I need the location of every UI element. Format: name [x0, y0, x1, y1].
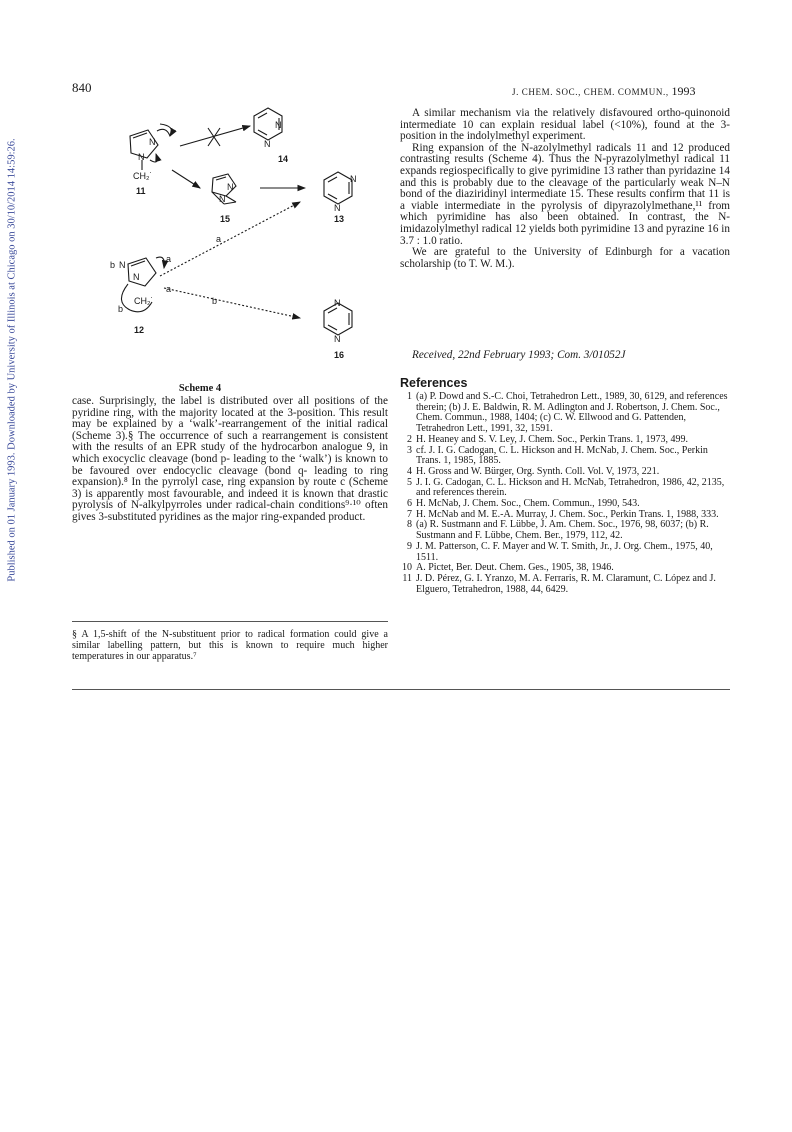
bond-a-label: a	[166, 254, 172, 264]
download-watermark	[4, 40, 20, 680]
compound-11-label: 11	[136, 186, 146, 196]
atom-label: N	[275, 120, 282, 130]
reference-text: J. M. Patterson, C. F. Mayer and W. T. Smith, Jr., J. Org. Chem., 1975, 40, 1511.	[416, 540, 713, 563]
page-bottom-divider	[72, 689, 730, 690]
reference-item	[400, 574, 730, 595]
reference-number: 4	[407, 465, 412, 477]
page-number: 840	[72, 80, 92, 95]
atom-label: N	[119, 260, 126, 270]
ch2-radical-label: CH₂˙	[133, 171, 153, 181]
reference-text: cf. J. I. G. Cadogan, C. L. Hickson and H. McNab, J. Chem. Soc., Perkin Trans. 1, 1985, 1885.	[416, 444, 708, 467]
scheme-4-diagram	[100, 98, 370, 368]
atom-label: N	[149, 137, 156, 147]
compound-13-structure	[324, 172, 352, 204]
reference-text: H. McNab, J. Chem. Soc., Chem. Commun., 1990, 543.	[416, 498, 640, 510]
reference-number: 3	[407, 444, 412, 456]
atom-label: N	[350, 174, 357, 184]
atom-label: N	[138, 152, 145, 162]
reference-number: 2	[407, 433, 412, 445]
download-watermark-text: Published on 01 January 1993. Downloaded by University of Illinois at Chicago on 30/10/2014 14:59:26.	[6, 138, 18, 582]
reference-number: 5	[407, 476, 412, 488]
body-paragraph: A similar mechanism via the relatively disfavoured ortho-quinonoid intermediate 10 can explain residual label (<10%), found at the 3-position in the indolylmethyl experiment.	[400, 107, 730, 143]
reference-text: H. Heaney and S. V. Ley, J. Chem. Soc., Perkin Trans. 1, 1973, 499.	[416, 433, 689, 445]
journal-header	[512, 84, 696, 99]
footnote-divider	[72, 621, 388, 622]
right-column	[400, 108, 730, 270]
atom-label: N	[133, 272, 140, 282]
atom-label: N	[334, 298, 341, 308]
bond-b-label: b	[118, 304, 124, 314]
bond-a-label: a	[216, 234, 222, 244]
reference-number: 9	[407, 540, 412, 552]
reference-text: (a) R. Sustmann and F. Lübbe, J. Am. Chem. Soc., 1976, 98, 6037; (b) R. Sustmann and F. Lübbe, Chem. Ber., 1979, 112, 42.	[416, 519, 709, 542]
compound-15-label: 15	[220, 214, 231, 224]
body-paragraph: Ring expansion of the N-azolylmethyl radicals 11 and 12 produced contrasting results (Scheme 4). Thus the N-pyrazolylmethyl radical 11 expands regiospecifically to give pyrimidine 13 rather than pyridazine 14 and this is probably due to the cleavage of the particularly weak N–N bond of the diaziridinyl intermediate 15. These results confirm that 11 is a viable intermediate in the pyrolysis of dipyrazolylmethane,¹¹ from which pyrimidine has also been obtained. In contrast, the N-imidazolylmethyl radical 12 yields both pyrimidine 13 and pyrazine 16 in 3.7 : 1.0 ratio.	[400, 141, 730, 247]
reference-text: J. I. G. Cadogan, C. L. Hickson and H. McNab, Tetrahedron, 1986, 42, 2135, and references therein.	[416, 476, 725, 499]
reference-number: 11	[402, 572, 412, 584]
reference-number: 7	[407, 508, 412, 520]
reference-item	[400, 478, 730, 499]
compound-13-label: 13	[334, 214, 345, 224]
reference-number: 8	[407, 519, 412, 531]
reference-text: J. D. Pérez, G. I. Yranzo, M. A. Ferraris, R. M. Claramunt, C. López and J. Elguero, Tetrahedron, 1988, 44, 6429.	[416, 572, 716, 595]
atom-label: N	[334, 203, 341, 213]
atom-label: N	[264, 139, 271, 149]
journal-name: J. CHEM. SOC., CHEM. COMMUN.,	[512, 87, 669, 97]
received-date: Received, 22nd February 1993; Com. 3/01052J	[412, 349, 626, 361]
compound-16-label: 16	[334, 350, 345, 360]
left-column	[72, 396, 388, 524]
bond-a-label: a	[166, 284, 172, 294]
body-paragraph: case. Surprisingly, the label is distributed over all positions of the pyridine ring, with the majority located at the 3-position. This result may be explained by a ‘walk’-rearrangement of the initial radical (Scheme 3).§ The occurrence of such a rearrangement is consistent with the results of an EPR study of the hydrocarbon analogue 9, in which exocyclic cleavage (bond p- leading to the ‘walk’) is known to be favoured over endocyclic cleavage (bond q- leading to ring expansion).⁸ In the pyrrolyl case, ring expansion by route c (Scheme 3) is apparently most favourable, and indeed it is known that drastic pyrolysis of N-alkylpyrroles under radical-chain conditions⁹·¹⁰ often gives 3-substituted pyridines as the major ring-expanded product.	[72, 395, 388, 523]
atom-label: N	[227, 182, 234, 192]
compound-12-label: 12	[134, 325, 145, 335]
bond-b-label: b	[110, 260, 116, 270]
body-paragraph: We are grateful to the University of Edinburgh for a vacation scholarship (to T. W. M.).	[400, 246, 730, 270]
reference-number: 10	[402, 562, 412, 574]
bond-b-label: b	[212, 296, 218, 306]
journal-year: 1993	[671, 84, 696, 98]
compound-14-label: 14	[278, 154, 289, 164]
references-heading: References	[400, 376, 468, 390]
scheme-caption: Scheme 4	[178, 383, 222, 394]
reference-number: 6	[407, 498, 412, 510]
reference-text: (a) P. Dowd and S.-C. Choi, Tetrahedron Lett., 1989, 30, 6129, and references therein; (b) J. E. Baldwin, R. M. Adlington and J. Robertson, J. Chem. Soc., Chem. Commun., 1988, 1404; (c) C. W. Ellwood and G. Pattenden, Tetrahedron Lett., 1991, 32, 1591.	[416, 391, 728, 435]
reference-item	[400, 446, 730, 467]
reference-item	[400, 542, 730, 563]
footnote: § A 1,5-shift of the N-substituent prior to radical formation could give a similar labelling pattern, but this is known to require much higher temperatures in our apparatus.⁷	[72, 629, 388, 662]
reference-number: 1	[407, 391, 412, 402]
pathway-b-arrow	[164, 288, 300, 318]
reference-text: H. McNab and M. E.-A. Murray, J. Chem. Soc., Perkin Trans. 1, 1988, 333.	[416, 508, 719, 520]
atom-label: N	[219, 194, 226, 204]
reference-item	[400, 392, 730, 435]
references-list	[400, 392, 730, 595]
reference-text: H. Gross and W. Bürger, Org. Synth. Coll. Vol. V, 1973, 221.	[416, 465, 660, 477]
reference-text: A. Pictet, Ber. Deut. Chem. Ges., 1905, 38, 1946.	[416, 562, 614, 574]
ch2-radical-label: CH₂˙	[134, 296, 154, 306]
reference-item	[400, 520, 730, 541]
atom-label: N	[334, 334, 341, 344]
compound-11-structure	[130, 124, 172, 170]
